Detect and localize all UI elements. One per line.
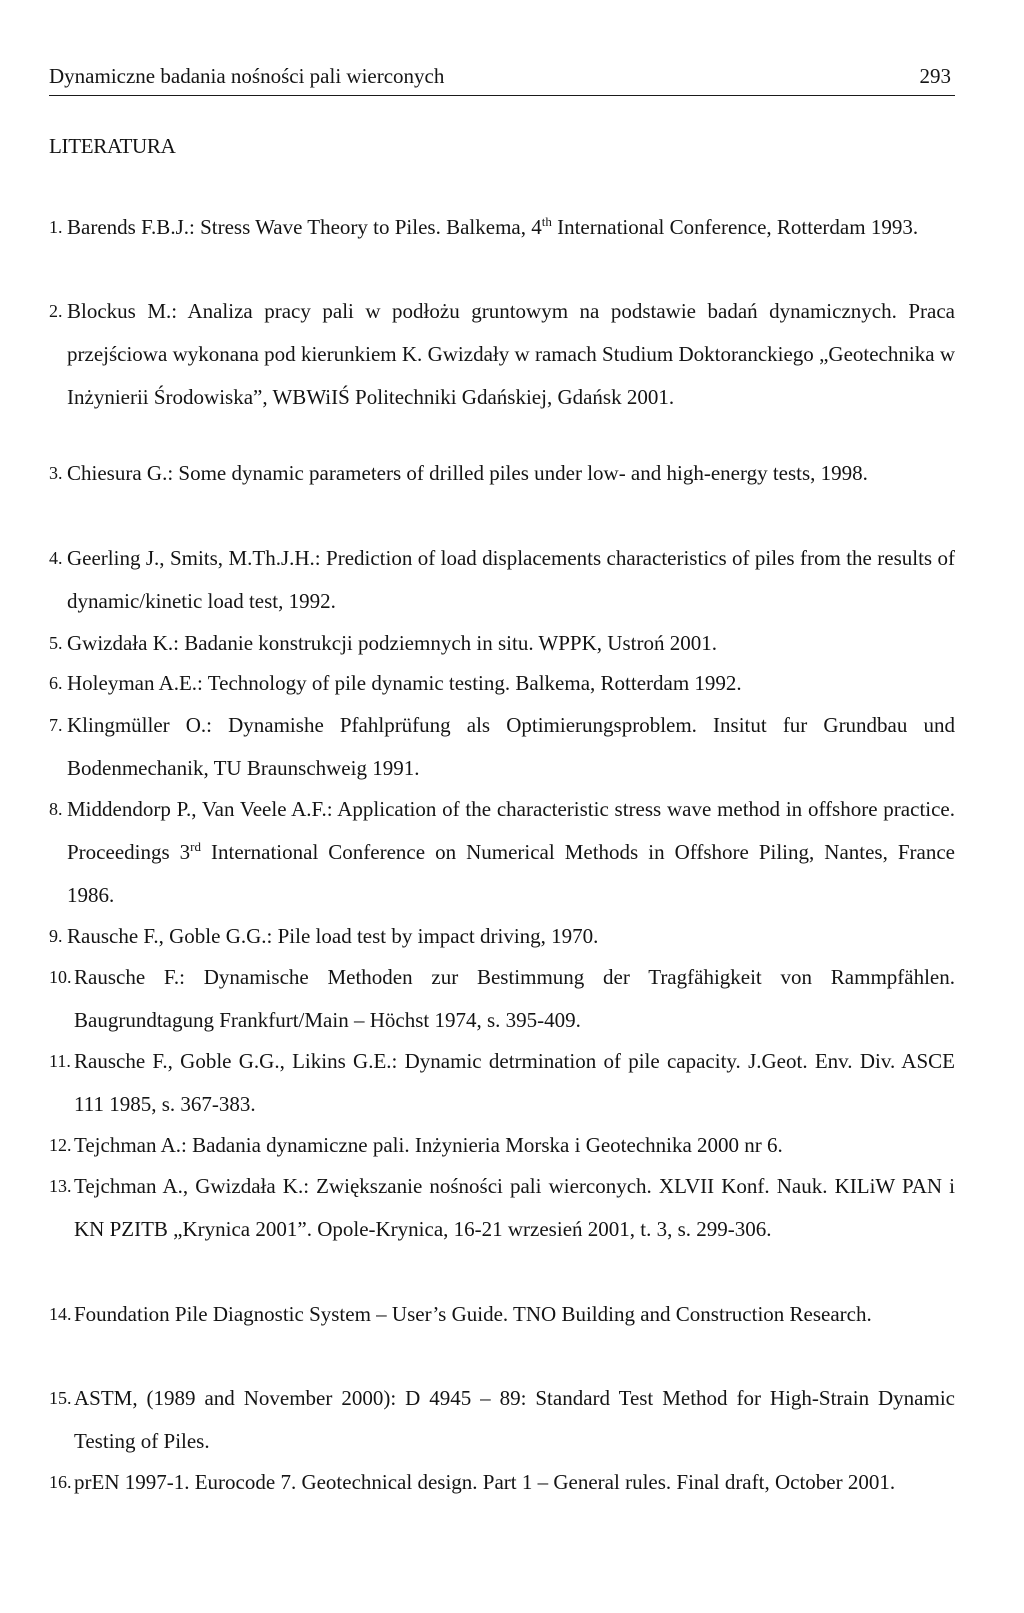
reference-number: 15.: [49, 1388, 72, 1408]
page-number: 293: [919, 64, 951, 88]
reference-text: Rausche F., Goble G.G., Likins G.E.: Dynamic detrmination of pile capacity. J.Geot. Env. Div. ASCE 111 1985, s. 367-383.: [74, 1049, 955, 1116]
reference-text: Holeyman A.E.: Technology of pile dynamic testing. Balkema, Rotterdam 1992.: [67, 671, 742, 695]
reference-text: Rausche F.: Dynamische Methoden zur Bestimmung der Tragfähigkeit von Rammpfählen. Baugrundtagung Frankfurt/Main – Höchst 1974, s. 395-409.: [74, 965, 955, 1032]
reference-text: Blockus M.: Analiza pracy pali w podłożu gruntowym na podstawie badań dynamicznych. Praca przejściowa wykonana pod kierunkiem K. Gwizdały w ramach Studium Doktoranckiego „Geotechnika w Inżynierii Środowiska”, WBWiIŚ Politechniki Gdańskiej, Gdańsk 2001.: [67, 299, 955, 409]
reference-number: 11.: [49, 1051, 71, 1071]
reference-number: 7.: [49, 715, 63, 735]
reference-item: [49, 452, 955, 495]
reference-number: 16.: [49, 1472, 72, 1492]
reference-item: [49, 537, 955, 623]
reference-item: [49, 206, 955, 249]
running-header: [49, 62, 955, 96]
reference-item: [49, 1293, 955, 1336]
reference-number: 5.: [49, 633, 63, 653]
reference-text: ASTM, (1989 and November 2000): D 4945 – 89: Standard Test Method for High-Strain Dynamic Testing of Piles.: [74, 1386, 955, 1453]
reference-item: [49, 1461, 955, 1504]
reference-number: 3.: [49, 463, 63, 483]
reference-item: [49, 1040, 955, 1126]
reference-item: [49, 290, 955, 419]
reference-item: [49, 956, 955, 1042]
reference-text: Tejchman A.: Badania dynamiczne pali. Inżynieria Morska i Geotechnika 2000 nr 6.: [74, 1133, 783, 1157]
reference-number: 6.: [49, 673, 63, 693]
reference-text: Klingmüller O.: Dynamishe Pfahlprüfung als Optimierungsproblem. Insitut fur Grundbau und Bodenmechanik, TU Braunschweig 1991.: [67, 713, 955, 780]
reference-text: Geerling J., Smits, M.Th.J.H.: Prediction of load displacements characteristics of piles from the results of dynamic/kinetic load test, 1992.: [67, 546, 955, 613]
reference-number: 14.: [49, 1304, 72, 1324]
reference-text: Middendorp P., Van Veele A.F.: Application of the characteristic stress wave method in offshore practice. Proceedings 3rd International Conference on Numerical Methods in Offshore Piling, Nantes, France 1986.: [67, 797, 955, 907]
reference-text: Rausche F., Goble G.G.: Pile load test by impact driving, 1970.: [67, 924, 599, 948]
reference-number: 9.: [49, 926, 63, 946]
reference-text: prEN 1997-1. Eurocode 7. Geotechnical design. Part 1 – General rules. Final draft, October 2001.: [74, 1470, 896, 1494]
reference-item: [49, 1377, 955, 1463]
reference-item: [49, 662, 955, 705]
reference-item: [49, 788, 955, 917]
reference-text: Barends F.B.J.: Stress Wave Theory to Piles. Balkema, 4th International Conference, Rotterdam 1993.: [67, 214, 919, 239]
reference-number: 10.: [49, 967, 72, 987]
section-heading: LITERATURA: [49, 134, 176, 158]
reference-item: [49, 1124, 955, 1167]
reference-number: 12.: [49, 1135, 72, 1155]
reference-item: [49, 1165, 955, 1251]
running-header-title: Dynamiczne badania nośności pali wierconych: [49, 64, 445, 88]
reference-number: 2.: [49, 301, 63, 321]
reference-text: Gwizdała K.: Badanie konstrukcji podziemnych in situ. WPPK, Ustroń 2001.: [67, 631, 717, 655]
reference-item: [49, 704, 955, 790]
reference-item: [49, 622, 955, 665]
reference-text: Chiesura G.: Some dynamic parameters of drilled piles under low- and high-energy tests, 1998.: [67, 461, 868, 485]
reference-number: 4.: [49, 548, 63, 568]
reference-item: [49, 915, 955, 958]
reference-number: 1.: [49, 217, 63, 237]
reference-number: 13.: [49, 1176, 72, 1196]
reference-number: 8.: [49, 799, 63, 819]
reference-text: Tejchman A., Gwizdała K.: Zwiększanie nośności pali wierconych. XLVII Konf. Nauk. KILiW PAN i KN PZITB „Krynica 2001”. Opole-Krynica, 16-21 wrzesień 2001, t. 3, s. 299-306.: [74, 1174, 955, 1241]
reference-text: Foundation Pile Diagnostic System – User’s Guide. TNO Building and Construction Research.: [74, 1302, 872, 1326]
